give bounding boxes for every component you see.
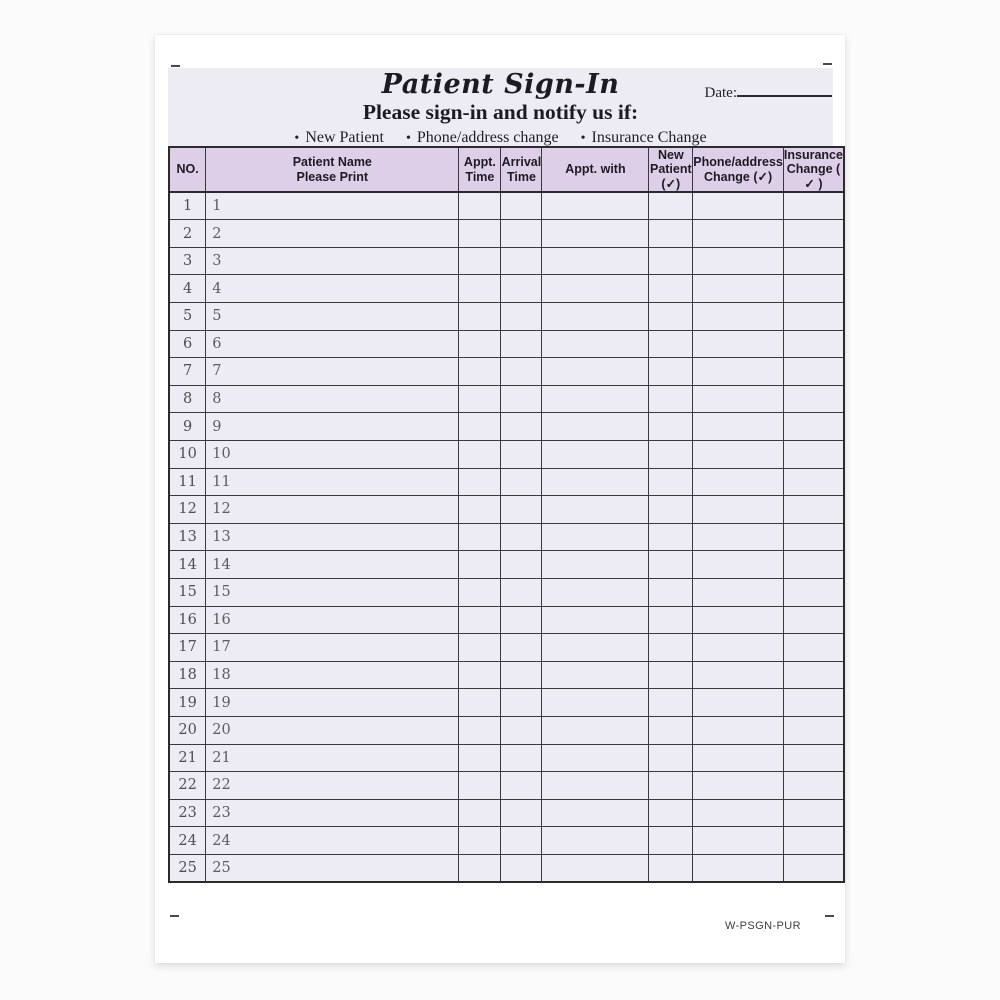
phone-change-cell [693,523,784,551]
appt-time-cell [459,330,501,358]
table-row [169,523,844,551]
row-number-cell: 8 [169,385,206,413]
insurance-change-cell [783,303,844,331]
column-header-line: Change ( ✓ ) [786,162,841,191]
column-header-line: Arrival [501,155,542,170]
table-row [169,772,844,800]
row-number-cell: 10 [169,440,206,468]
appt-with-cell [542,634,649,662]
arrival-time-cell [501,772,542,800]
patient-name-cell [206,385,459,413]
phone-change-cell [693,468,784,496]
table-row [169,358,844,386]
new-patient-cell [649,661,693,689]
phone-change-cell [693,440,784,468]
appt-time-cell [459,303,501,331]
phone-change-cell [693,303,784,331]
arrival-time-cell [501,716,542,744]
patient-name-cell [206,827,459,855]
appt-time-cell [459,578,501,606]
stub-number: 11 [212,473,231,490]
row-number-cell: 14 [169,551,206,579]
column-header-line: Time [465,169,495,184]
insurance-change-cell [783,220,844,248]
appt-with-cell [542,468,649,496]
form-page [155,35,845,963]
patient-name-cell [206,551,459,579]
patient-name-cell [206,716,459,744]
table-row [169,385,844,413]
phone-change-cell [693,827,784,855]
new-patient-cell [649,413,693,441]
column-header-line: Insurance [783,148,843,162]
appt-with-cell [542,496,649,524]
row-number-cell: 5 [169,303,206,331]
table-row [169,689,844,717]
appt-with-cell [542,275,649,303]
patient-name-cell [206,496,459,524]
stub-number: 2 [212,225,222,242]
insurance-change-cell [783,772,844,800]
arrival-time-cell [501,220,542,248]
bullet-label: Phone/address change [416,129,559,146]
arrival-time-cell [501,440,542,468]
appt-with-cell [542,716,649,744]
new-patient-cell [649,716,693,744]
patient-name-cell [206,689,459,717]
appt-time-cell [459,358,501,386]
appt-time-cell [459,827,501,855]
form-code: W-PSGN-PUR [725,920,801,932]
new-patient-cell [649,799,693,827]
insurance-change-cell [783,523,844,551]
appt-with-cell [542,413,649,441]
appt-with-cell [542,523,649,551]
appt-time-cell [459,440,501,468]
arrival-time-cell [501,385,542,413]
row-number-cell: 13 [169,523,206,551]
arrival-time-cell [501,523,542,551]
appt-time-cell [459,413,501,441]
stub-number: 7 [212,363,222,380]
column-header-line: Appt. [463,155,496,170]
table-row [169,661,844,689]
appt-with-cell [542,854,649,882]
table-row [169,578,844,606]
appt-time-cell [459,523,501,551]
stub-number: 10 [212,446,231,463]
arrival-time-cell [501,551,542,579]
table-row [169,496,844,524]
appt-time-cell [459,744,501,772]
appt-time-cell [459,716,501,744]
table-row [169,440,844,468]
phone-change-cell [693,496,784,524]
column-header-line: Phone/address [693,155,783,170]
appt-time-cell [459,468,501,496]
patient-name-cell [206,220,459,248]
new-patient-cell [649,358,693,386]
stub-number: 21 [212,749,231,766]
appt-time-cell [459,661,501,689]
table-header-row [169,147,844,192]
column-header-new_patient [649,147,693,192]
new-patient-cell [649,772,693,800]
arrival-time-cell [501,468,542,496]
new-patient-cell [649,275,693,303]
insurance-change-cell [783,440,844,468]
appt-with-cell [542,551,649,579]
date-blank-line [737,84,832,97]
stub-number: 14 [212,556,231,573]
table-row [169,606,844,634]
appt-time-cell [459,606,501,634]
stub-number: 18 [212,667,231,684]
appt-time-cell [459,799,501,827]
table-row [169,634,844,662]
arrival-time-cell [501,413,542,441]
phone-change-cell [693,275,784,303]
arrival-time-cell [501,247,542,275]
patient-name-cell [206,854,459,882]
stub-number: 25 [212,859,231,876]
table-row [169,330,844,358]
insurance-change-cell [783,799,844,827]
row-number-cell: 3 [169,247,206,275]
table-row [169,468,844,496]
insurance-change-cell [783,716,844,744]
insurance-change-cell [783,385,844,413]
patient-name-cell [206,275,459,303]
phone-change-cell [693,689,784,717]
registration-dash-icon [171,65,180,67]
arrival-time-cell [501,854,542,882]
phone-change-cell [693,358,784,386]
row-number-cell: 11 [169,468,206,496]
new-patient-cell [649,330,693,358]
row-number-cell: 21 [169,744,206,772]
insurance-change-cell [783,413,844,441]
new-patient-cell [649,578,693,606]
insurance-change-cell [783,358,844,386]
arrival-time-cell [501,275,542,303]
new-patient-cell [649,634,693,662]
stub-number: 23 [212,804,231,821]
phone-change-cell [693,330,784,358]
insurance-change-cell [783,606,844,634]
insurance-change-cell [783,689,844,717]
phone-change-cell [693,551,784,579]
stub-number: 8 [212,391,222,408]
patient-name-cell [206,358,459,386]
appt-with-cell [542,247,649,275]
stub-number: 19 [212,694,231,711]
insurance-change-cell [783,854,844,882]
arrival-time-cell [501,689,542,717]
appt-with-cell [542,440,649,468]
row-number-cell: 2 [169,220,206,248]
patient-name-cell [206,468,459,496]
column-header-insurance_change [783,147,844,192]
new-patient-cell [649,247,693,275]
arrival-time-cell [501,358,542,386]
new-patient-cell [649,440,693,468]
new-patient-cell [649,827,693,855]
column-header-line: New [657,148,684,162]
arrival-time-cell [501,634,542,662]
table-row [169,247,844,275]
patient-name-cell [206,523,459,551]
table-row [169,275,844,303]
row-number-cell: 16 [169,606,206,634]
column-header-arrival_time [501,147,542,192]
appt-with-cell [542,661,649,689]
stub-number: 12 [212,501,231,518]
column-header-line: Patient Name [292,155,372,170]
column-header-line: Please Print [296,169,369,184]
insurance-change-cell [783,744,844,772]
row-number-cell: 19 [169,689,206,717]
registration-dash-icon [825,915,834,917]
table-row [169,716,844,744]
row-number-cell: 18 [169,661,206,689]
new-patient-cell [649,385,693,413]
arrival-time-cell [501,192,542,220]
arrival-time-cell [501,496,542,524]
arrival-time-cell [501,578,542,606]
appt-time-cell [459,854,501,882]
patient-name-cell [206,606,459,634]
stub-number: 1 [212,198,222,215]
page-title: Patient Sign-In [381,69,620,100]
arrival-time-cell [501,661,542,689]
stub-number: 3 [212,253,222,270]
column-header-line: Time [506,169,536,184]
stub-number: 5 [212,308,222,325]
table-row [169,551,844,579]
insurance-change-cell [783,551,844,579]
table-row [169,799,844,827]
appt-with-cell [542,578,649,606]
patient-name-cell [206,330,459,358]
new-patient-cell [649,551,693,579]
bullet-icon: • [580,131,586,146]
phone-change-cell [693,247,784,275]
appt-with-cell [542,744,649,772]
bullet-item [406,129,559,146]
appt-time-cell [459,192,501,220]
insurance-change-cell [783,192,844,220]
appt-time-cell [459,689,501,717]
arrival-time-cell [501,330,542,358]
insurance-change-cell [783,496,844,524]
insurance-change-cell [783,468,844,496]
insurance-change-cell [783,661,844,689]
patient-name-cell [206,578,459,606]
arrival-time-cell [501,799,542,827]
new-patient-cell [649,744,693,772]
form-header-band [168,68,833,146]
column-header-line: Change (✓) [704,169,773,184]
stub-number: 17 [212,639,231,656]
new-patient-cell [649,689,693,717]
phone-change-cell [693,661,784,689]
appt-with-cell [542,799,649,827]
column-header-line: Patient [649,162,692,177]
form-subtitle: Please sign-in and notify us if: [362,100,639,124]
appt-time-cell [459,496,501,524]
column-header-phone_change [693,147,784,192]
phone-change-cell [693,772,784,800]
patient-name-cell [206,634,459,662]
patient-name-cell [206,772,459,800]
patient-name-cell [206,744,459,772]
stub-number: 15 [212,584,231,601]
registration-dash-icon [170,915,179,917]
phone-change-cell [693,716,784,744]
appt-time-cell [459,634,501,662]
table-row [169,744,844,772]
appt-with-cell [542,192,649,220]
bullet-icon: • [405,131,411,146]
arrival-time-cell [501,606,542,634]
column-header-line: (✓) [661,176,681,191]
new-patient-cell [649,854,693,882]
column-header-line: NO. [176,162,199,177]
row-number-cell: 25 [169,854,206,882]
phone-change-cell [693,385,784,413]
stub-number: 20 [212,722,231,739]
table-row [169,192,844,220]
stub-number: 22 [212,777,231,794]
patient-name-cell [206,799,459,827]
phone-change-cell [693,192,784,220]
column-header-no [169,147,206,192]
patient-name-cell [206,440,459,468]
column-header-line: Appt. with [565,162,626,177]
row-number-cell: 24 [169,827,206,855]
date-label: Date: [704,85,737,101]
table-row [169,827,844,855]
new-patient-cell [649,303,693,331]
patient-name-cell [206,413,459,441]
stub-number: 6 [212,335,222,352]
insurance-change-cell [783,634,844,662]
arrival-time-cell [501,303,542,331]
insurance-change-cell [783,578,844,606]
row-number-cell: 9 [169,413,206,441]
appt-with-cell [542,827,649,855]
phone-change-cell [693,799,784,827]
stub-number: 13 [212,529,231,546]
appt-with-cell [542,303,649,331]
row-number-cell: 7 [169,358,206,386]
column-header-name [206,147,459,192]
new-patient-cell [649,523,693,551]
appt-with-cell [542,772,649,800]
row-number-cell: 6 [169,330,206,358]
table-body [169,192,844,882]
table-row [169,303,844,331]
table-row [169,854,844,882]
patient-name-cell [206,661,459,689]
insurance-change-cell [783,275,844,303]
row-number-cell: 23 [169,799,206,827]
insurance-change-cell [783,827,844,855]
appt-time-cell [459,772,501,800]
bullet-label: Insurance Change [591,129,707,146]
row-number-cell: 22 [169,772,206,800]
appt-with-cell [542,689,649,717]
column-header-appt_time [459,147,501,192]
insurance-change-cell [783,330,844,358]
signin-table [168,146,845,883]
new-patient-cell [649,192,693,220]
appt-time-cell [459,551,501,579]
table-row [169,413,844,441]
bullet-item [294,129,384,146]
stub-number: 9 [212,418,222,435]
appt-with-cell [542,385,649,413]
bullet-icon: • [294,131,300,146]
patient-name-cell [206,192,459,220]
arrival-time-cell [501,827,542,855]
new-patient-cell [649,606,693,634]
phone-change-cell [693,634,784,662]
row-number-cell: 17 [169,634,206,662]
appt-time-cell [459,385,501,413]
arrival-time-cell [501,744,542,772]
table-row [169,220,844,248]
appt-with-cell [542,358,649,386]
table-header [169,147,844,192]
appt-with-cell [542,330,649,358]
stub-number: 24 [212,832,231,849]
new-patient-cell [649,220,693,248]
appt-time-cell [459,220,501,248]
new-patient-cell [649,496,693,524]
row-number-cell: 1 [169,192,206,220]
phone-change-cell [693,606,784,634]
bullet-list [168,129,833,147]
registration-dash-icon [823,63,832,65]
row-number-cell: 15 [169,578,206,606]
insurance-change-cell [783,247,844,275]
appt-time-cell [459,275,501,303]
phone-change-cell [693,220,784,248]
new-patient-cell [649,468,693,496]
patient-name-cell [206,303,459,331]
patient-name-cell [206,247,459,275]
bullet-label: New Patient [305,129,384,146]
row-number-cell: 4 [169,275,206,303]
appt-with-cell [542,220,649,248]
phone-change-cell [693,413,784,441]
row-number-cell: 12 [169,496,206,524]
appt-time-cell [459,247,501,275]
phone-change-cell [693,578,784,606]
phone-change-cell [693,854,784,882]
stub-number: 16 [212,611,231,628]
bullet-item [581,129,707,146]
row-number-cell: 20 [169,716,206,744]
column-header-appt_with [542,147,649,192]
stub-number: 4 [212,280,222,297]
appt-with-cell [542,606,649,634]
phone-change-cell [693,744,784,772]
